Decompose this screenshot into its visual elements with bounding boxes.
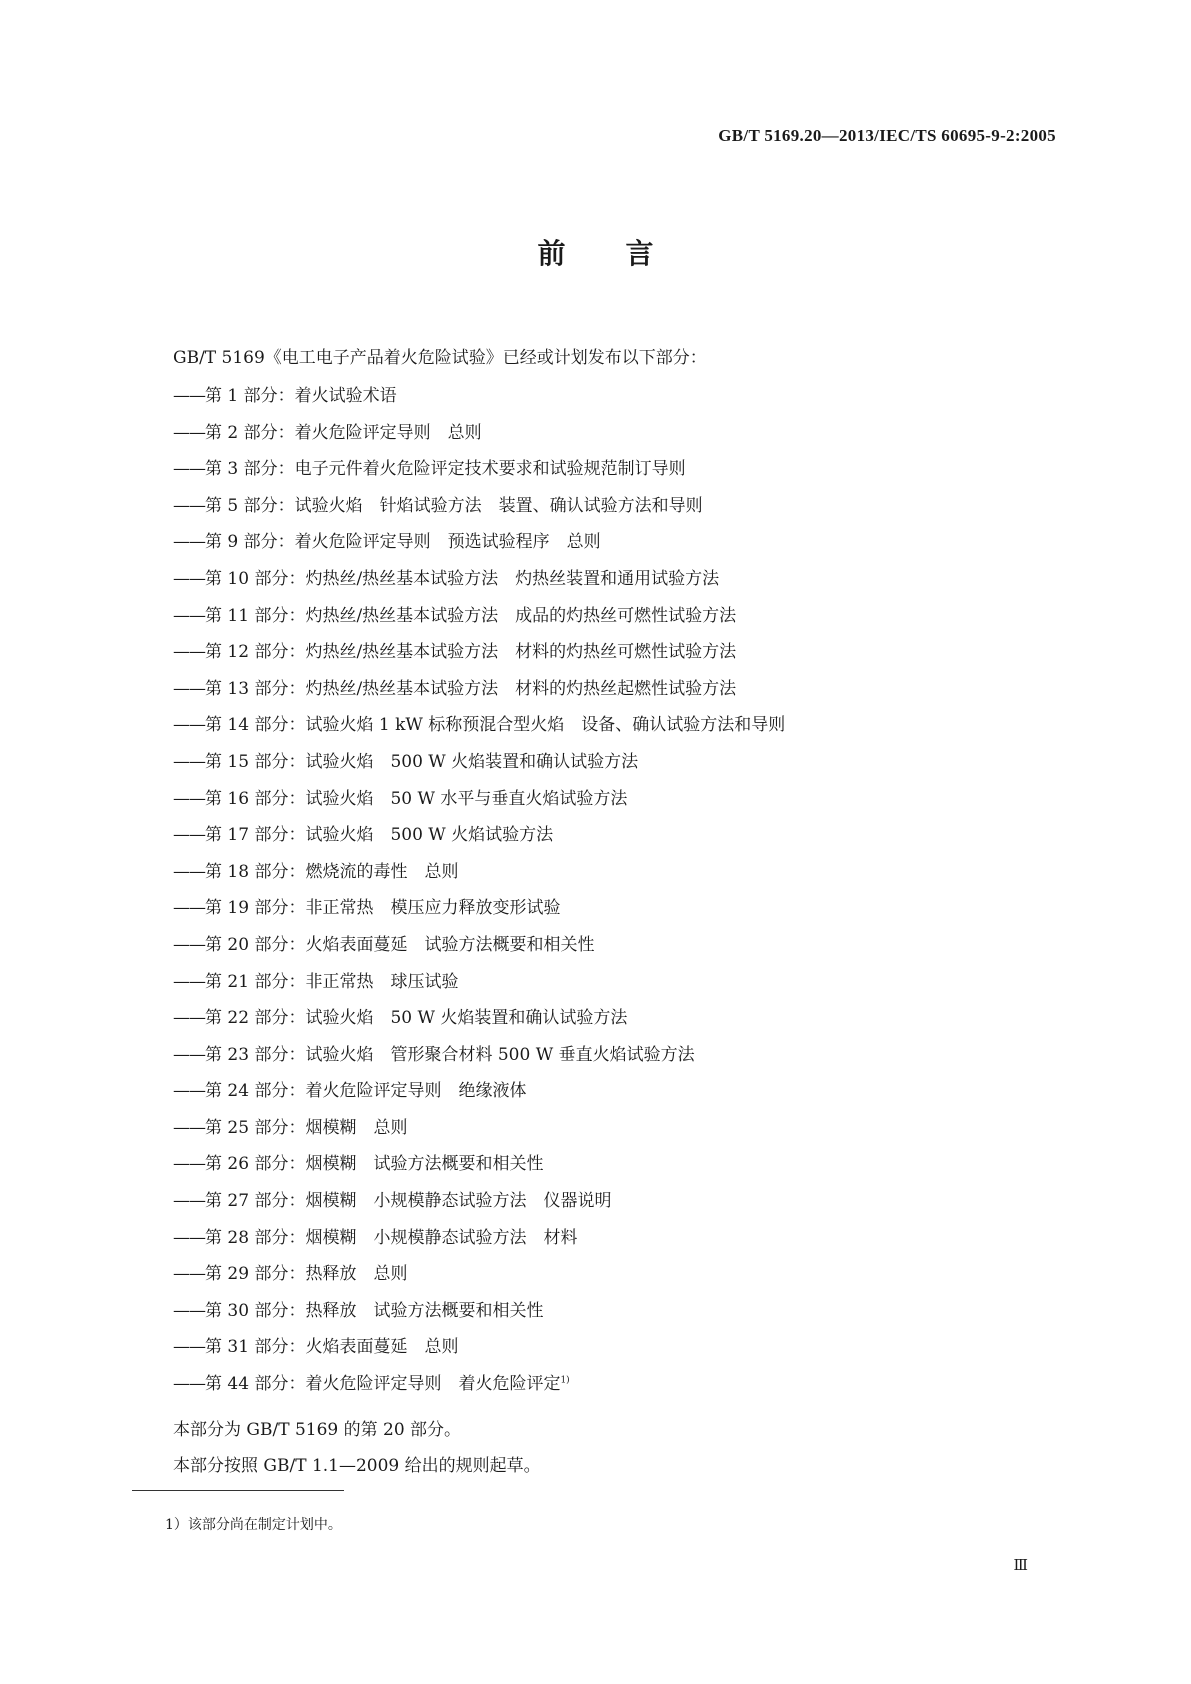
list-dash: —— [173, 568, 205, 589]
part-text: 第 12 部分：灼热丝/热丝基本试验方法 材料的灼热丝可燃性试验方法 [205, 642, 737, 663]
list-dash: —— [173, 1264, 205, 1285]
list-dash: —— [173, 825, 205, 846]
list-dash: —— [173, 422, 205, 443]
part-text: 第 18 部分：燃烧流的毒性 总则 [205, 861, 459, 882]
part-statement: 本部分为 GB/T 5169 的第 20 部分。 [173, 1420, 462, 1440]
list-dash: —— [173, 1337, 205, 1358]
list-item [173, 1000, 785, 1037]
list-dash: —— [173, 495, 205, 516]
list-item [173, 890, 785, 927]
part-text: 第 28 部分：烟模糊 小规模静态试验方法 材料 [205, 1227, 578, 1248]
part-text: 第 1 部分：着火试验术语 [205, 386, 397, 406]
part-text: 第 22 部分：试验火焰 50 W 火焰装置和确认试验方法 [205, 1008, 628, 1029]
part-text: 第 44 部分：着火危险评定导则 着火危险评定 [205, 1374, 561, 1395]
page-title: 前言 [537, 237, 714, 270]
list-item [173, 817, 785, 854]
part-text: 第 9 部分：着火危险评定导则 预选试验程序 总则 [205, 532, 601, 553]
list-item [173, 561, 785, 598]
page-number: Ⅲ [1013, 1558, 1028, 1574]
list-dash: —— [173, 1374, 205, 1395]
list-dash: —— [173, 1300, 205, 1321]
part-text: 第 17 部分：试验火焰 500 W 火焰试验方法 [205, 825, 554, 846]
list-dash: —— [173, 1044, 205, 1065]
standard-number-header: GB/T 5169.20—2013/IEC/TS 60695-9-2:2005 [718, 126, 1056, 145]
list-item [173, 1073, 785, 1110]
list-item [173, 598, 785, 635]
list-dash: —— [173, 459, 205, 480]
parts-list [173, 378, 785, 1403]
list-item [173, 1183, 785, 1220]
list-item [173, 854, 785, 891]
part-text: 第 5 部分：试验火焰 针焰试验方法 装置、确认试验方法和导则 [205, 495, 703, 516]
list-dash: —— [173, 678, 205, 699]
list-item [173, 1146, 785, 1183]
list-dash: —— [173, 1117, 205, 1138]
list-dash: —— [173, 715, 205, 736]
list-item [173, 1366, 785, 1403]
part-text: 第 21 部分：非正常热 球压试验 [205, 971, 459, 992]
part-text: 第 15 部分：试验火焰 500 W 火焰装置和确认试验方法 [205, 751, 639, 772]
list-dash: —— [173, 605, 205, 626]
part-text: 第 20 部分：火焰表面蔓延 试验方法概要和相关性 [205, 934, 595, 955]
list-dash: —— [173, 788, 205, 809]
list-dash: —— [173, 898, 205, 919]
list-item [173, 378, 785, 415]
part-text: 第 30 部分：热释放 试验方法概要和相关性 [205, 1300, 544, 1321]
list-item [173, 707, 785, 744]
list-dash: —— [173, 642, 205, 663]
list-item [173, 781, 785, 818]
part-text: 第 25 部分：烟模糊 总则 [205, 1117, 408, 1138]
list-dash: —— [173, 934, 205, 955]
footnote: 1）该部分尚在制定计划中。 [165, 1517, 342, 1533]
list-item [173, 744, 785, 781]
part-text: 第 16 部分：试验火焰 50 W 水平与垂直火焰试验方法 [205, 788, 628, 809]
list-item [173, 671, 785, 708]
part-text: 第 19 部分：非正常热 模压应力释放变形试验 [205, 898, 561, 919]
list-item [173, 1110, 785, 1147]
list-item [173, 1329, 785, 1366]
part-text: 第 2 部分：着火危险评定导则 总则 [205, 422, 482, 443]
footnote-marker: 1) [560, 1375, 570, 1386]
list-dash: —— [173, 751, 205, 772]
list-item [173, 1220, 785, 1257]
list-item [173, 415, 785, 452]
list-item [173, 488, 785, 525]
list-dash: —— [173, 1191, 205, 1212]
list-dash: —— [173, 532, 205, 553]
list-dash: —— [173, 1008, 205, 1029]
part-text: 第 24 部分：着火危险评定导则 绝缘液体 [205, 1081, 527, 1102]
list-item [173, 1293, 785, 1330]
list-item [173, 1037, 785, 1074]
list-dash: —— [173, 971, 205, 992]
list-item [173, 634, 785, 671]
part-text: 第 11 部分：灼热丝/热丝基本试验方法 成品的灼热丝可燃性试验方法 [205, 605, 737, 626]
part-text: 第 23 部分：试验火焰 管形聚合材料 500 W 垂直火焰试验方法 [205, 1044, 695, 1065]
list-item [173, 524, 785, 561]
part-text: 第 14 部分：试验火焰 1 kW 标称预混合型火焰 设备、确认试验方法和导则 [205, 715, 786, 736]
part-text: 第 27 部分：烟模糊 小规模静态试验方法 仪器说明 [205, 1191, 612, 1212]
list-item [173, 927, 785, 964]
part-text: 第 13 部分：灼热丝/热丝基本试验方法 材料的灼热丝起燃性试验方法 [205, 678, 737, 699]
part-text: 第 26 部分：烟模糊 试验方法概要和相关性 [205, 1154, 544, 1175]
list-dash: —— [173, 1081, 205, 1102]
part-text: 第 10 部分：灼热丝/热丝基本试验方法 灼热丝装置和通用试验方法 [205, 568, 720, 589]
list-dash: —— [173, 861, 205, 882]
drafting-statement: 本部分按照 GB/T 1.1—2009 给出的规则起草。 [173, 1456, 541, 1476]
list-dash: —— [173, 386, 205, 406]
list-item [173, 1256, 785, 1293]
list-item [173, 451, 785, 488]
list-item [173, 964, 785, 1001]
list-dash: —— [173, 1227, 205, 1248]
footnote-divider [132, 1490, 344, 1491]
part-text: 第 3 部分：电子元件着火危险评定技术要求和试验规范制订导则 [205, 459, 686, 480]
part-text: 第 29 部分：热释放 总则 [205, 1264, 408, 1285]
part-text: 第 31 部分：火焰表面蔓延 总则 [205, 1337, 459, 1358]
intro-paragraph: GB/T 5169《电工电子产品着火危险试验》已经或计划发布以下部分： [173, 348, 707, 368]
list-dash: —— [173, 1154, 205, 1175]
